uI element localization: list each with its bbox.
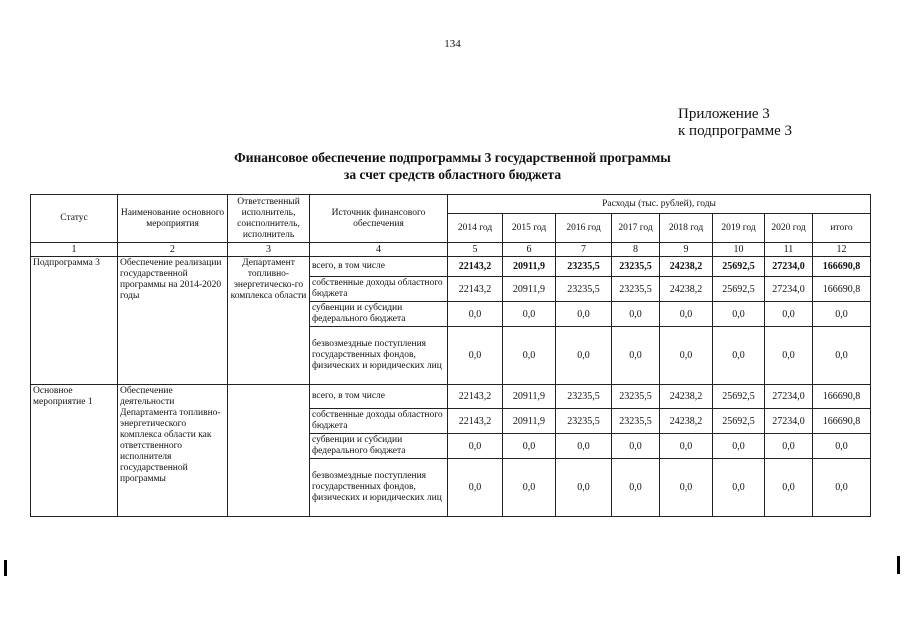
value-cell: 23235,5 (556, 257, 612, 277)
budget-table (30, 194, 871, 517)
total-cell: 166690,8 (813, 385, 871, 409)
status-cell: Подпрограмма 3 (31, 257, 118, 385)
column-number: 4 (310, 243, 448, 257)
source-cell: собственные доходы областного бюджета (310, 277, 448, 302)
header-year: 2014 год (448, 214, 503, 243)
value-cell: 0,0 (765, 434, 813, 459)
column-number: 7 (556, 243, 612, 257)
header-year: 2017 год (612, 214, 660, 243)
value-cell: 20911,9 (503, 409, 556, 434)
source-cell: субвенции и субсидии федерального бюджета (310, 302, 448, 327)
value-cell: 0,0 (556, 327, 612, 385)
value-cell: 0,0 (713, 302, 765, 327)
scan-artifact-left (4, 560, 7, 576)
value-cell: 23235,5 (556, 385, 612, 409)
page-number: 134 (444, 38, 461, 50)
event-name-cell: Обеспечение реализации государственной программы на 2014-2020 годы (118, 257, 228, 385)
value-cell: 22143,2 (448, 385, 503, 409)
value-cell: 0,0 (612, 434, 660, 459)
value-cell: 20911,9 (503, 257, 556, 277)
value-cell: 23235,5 (556, 409, 612, 434)
header-year: 2020 год (765, 214, 813, 243)
header-year: 2019 год (713, 214, 765, 243)
value-cell: 20911,9 (503, 385, 556, 409)
title-line-2: за счет средств областного бюджета (343, 167, 562, 182)
value-cell: 24238,2 (660, 277, 713, 302)
value-cell: 23235,5 (556, 277, 612, 302)
header-status: Статус (31, 195, 118, 243)
source-cell: всего, в том числе (310, 385, 448, 409)
scan-artifact-right (897, 556, 900, 574)
value-cell: 0,0 (556, 302, 612, 327)
value-cell: 0,0 (765, 459, 813, 517)
value-cell: 0,0 (713, 459, 765, 517)
header-source: Источник финансового обеспечения (310, 195, 448, 243)
column-number: 1 (31, 243, 118, 257)
value-cell: 0,0 (612, 302, 660, 327)
value-cell: 0,0 (448, 459, 503, 517)
value-cell: 0,0 (448, 434, 503, 459)
total-cell: 166690,8 (813, 257, 871, 277)
value-cell: 0,0 (612, 459, 660, 517)
total-cell: 0,0 (813, 302, 871, 327)
value-cell: 23235,5 (612, 385, 660, 409)
total-cell: 166690,8 (813, 277, 871, 302)
value-cell: 27234,0 (765, 409, 813, 434)
document-title (0, 149, 905, 183)
value-cell: 0,0 (660, 434, 713, 459)
value-cell: 0,0 (556, 459, 612, 517)
column-number: 12 (813, 243, 871, 257)
header-event-name: Наименование основного мероприятия (118, 195, 228, 243)
value-cell: 23235,5 (612, 277, 660, 302)
value-cell: 0,0 (503, 327, 556, 385)
column-number: 5 (448, 243, 503, 257)
source-cell: всего, в том числе (310, 257, 448, 277)
value-cell: 0,0 (448, 327, 503, 385)
value-cell: 0,0 (765, 302, 813, 327)
value-cell: 0,0 (660, 459, 713, 517)
value-cell: 0,0 (503, 434, 556, 459)
value-cell: 0,0 (713, 327, 765, 385)
total-cell: 0,0 (813, 434, 871, 459)
value-cell: 20911,9 (503, 277, 556, 302)
value-cell: 0,0 (503, 302, 556, 327)
title-line-1: Финансовое обеспечение подпрограммы 3 государственной программы (234, 150, 671, 165)
value-cell: 25692,5 (713, 409, 765, 434)
header-executor: Ответственный исполнитель, соисполнитель, исполнитель (228, 195, 310, 243)
event-name-cell: Обеспечение деятельности Департамента топливно-энергетического комплекса области как ответственного исполнителя государственной программы (118, 385, 228, 517)
column-number: 10 (713, 243, 765, 257)
value-cell: 23235,5 (612, 409, 660, 434)
source-cell: собственные доходы областного бюджета (310, 409, 448, 434)
value-cell: 25692,5 (713, 257, 765, 277)
total-cell: 0,0 (813, 459, 871, 517)
value-cell: 22143,2 (448, 277, 503, 302)
value-cell: 0,0 (448, 302, 503, 327)
total-cell: 0,0 (813, 327, 871, 385)
column-number: 6 (503, 243, 556, 257)
table-row (31, 257, 871, 277)
header-expenses: Расходы (тыс. рублей), годы (448, 195, 871, 214)
table-row (31, 385, 871, 409)
column-number: 9 (660, 243, 713, 257)
value-cell: 0,0 (765, 327, 813, 385)
source-cell: субвенции и субсидии федерального бюджета (310, 434, 448, 459)
value-cell: 27234,0 (765, 277, 813, 302)
source-cell: безвозмездные поступления государственных фондов, физических и юридических лиц (310, 459, 448, 517)
status-cell: Основное мероприятие 1 (31, 385, 118, 517)
column-number: 2 (118, 243, 228, 257)
value-cell: 27234,0 (765, 257, 813, 277)
value-cell: 0,0 (713, 434, 765, 459)
appendix-line-2: к подпрограмме 3 (678, 123, 792, 139)
value-cell: 22143,2 (448, 409, 503, 434)
appendix-line-1: Приложение 3 (678, 106, 770, 122)
header-total: итого (813, 214, 871, 243)
value-cell: 24238,2 (660, 409, 713, 434)
header-year: 2016 год (556, 214, 612, 243)
value-cell: 0,0 (556, 434, 612, 459)
column-number: 11 (765, 243, 813, 257)
total-cell: 166690,8 (813, 409, 871, 434)
value-cell: 27234,0 (765, 385, 813, 409)
appendix-label (678, 106, 792, 140)
source-cell: безвозмездные поступления государственных фондов, физических и юридических лиц (310, 327, 448, 385)
value-cell: 25692,5 (713, 277, 765, 302)
value-cell: 0,0 (503, 459, 556, 517)
value-cell: 0,0 (612, 327, 660, 385)
value-cell: 24238,2 (660, 385, 713, 409)
value-cell: 25692,5 (713, 385, 765, 409)
value-cell: 24238,2 (660, 257, 713, 277)
executor-cell (228, 385, 310, 517)
header-year: 2015 год (503, 214, 556, 243)
value-cell: 0,0 (660, 302, 713, 327)
header-year: 2018 год (660, 214, 713, 243)
column-number: 8 (612, 243, 660, 257)
value-cell: 22143,2 (448, 257, 503, 277)
value-cell: 0,0 (660, 327, 713, 385)
executor-cell: Департамент топливно-энергетическо-го комплекса области (228, 257, 310, 385)
value-cell: 23235,5 (612, 257, 660, 277)
column-number: 3 (228, 243, 310, 257)
